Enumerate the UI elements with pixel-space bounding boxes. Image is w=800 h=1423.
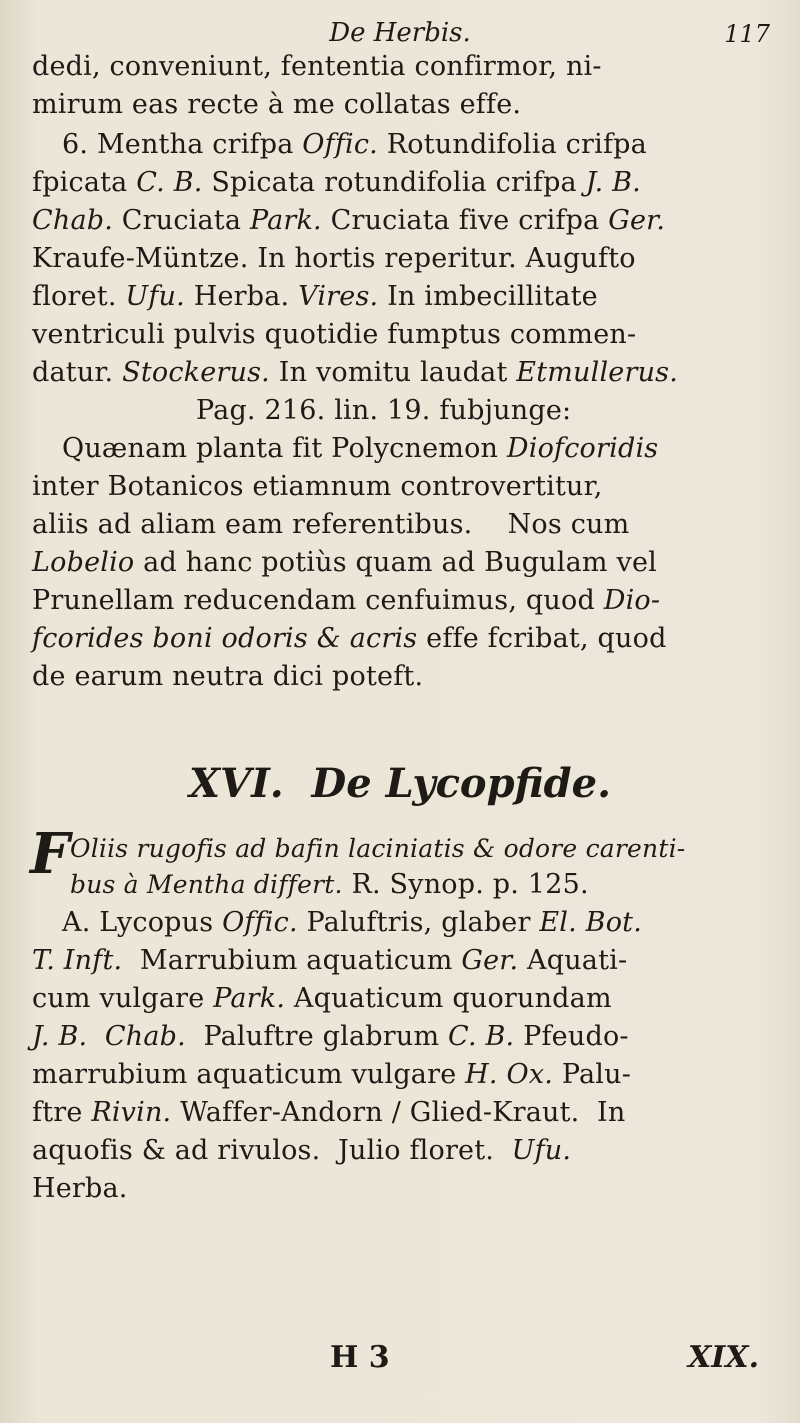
text-line: datur. Stockerus. In vomitu laudat Etmullerus. bbox=[32, 357, 679, 388]
text-line: Kraufe-Müntze. In hortis reperitur. Augufto bbox=[32, 243, 636, 274]
text-line: Quænam planta fit Polycnemon Diofcoridis bbox=[62, 433, 659, 464]
text-line: bus à Mentha differt. R. Synop. p. 125. bbox=[70, 869, 589, 900]
page-footer bbox=[0, 1340, 800, 1380]
text-line: 6. Mentha crifpa Offic. Rotundifolia crifpa bbox=[62, 129, 647, 160]
text-line: Lobelio ad hanc potiùs quam ad Bugulam vel bbox=[32, 547, 657, 578]
text-line: ventriculi pulvis quotidie fumptus commen- bbox=[32, 319, 637, 350]
text-line: mirum eas recte à me collatas effe. bbox=[32, 89, 522, 120]
text-line: inter Botanicos etiamnum controvertitur, bbox=[32, 471, 603, 502]
text-line: J. B. Chab. Paluftre glabrum C. B. Pfeudo- bbox=[32, 1021, 629, 1052]
text-line: ftre Rivin. Waffer-Andorn / Glied-Kraut. In bbox=[32, 1097, 626, 1128]
page-header bbox=[0, 14, 800, 54]
text-line: marrubium aquaticum vulgare H. Ox. Palu- bbox=[32, 1059, 632, 1090]
section-heading: XVI. De Lycopfide. bbox=[189, 760, 611, 807]
text-line: aquofis & ad rivulos. Julio floret. Ufu. bbox=[32, 1135, 572, 1166]
text-line: Chab. Cruciata Park. Cruciata five crifpa Ger. bbox=[32, 205, 666, 236]
text-line: de earum neutra dici poteft. bbox=[32, 661, 424, 692]
text-line: cum vulgare Park. Aquaticum quorundam bbox=[32, 983, 612, 1014]
page-number: 117 bbox=[724, 20, 770, 48]
text-line: aliis ad aliam eam referentibus. Nos cum bbox=[32, 509, 630, 540]
text-line: Pag. 216. lin. 19. fubjunge: bbox=[196, 395, 572, 426]
running-title: De Herbis. bbox=[329, 18, 471, 48]
text-line: Oliis rugofis ad bafin laciniatis & odore carenti- bbox=[70, 834, 686, 863]
signature-mark: H 3 bbox=[330, 1340, 390, 1375]
text-line: fpicata C. B. Spicata rotundifolia crifpa J. B. bbox=[32, 167, 641, 198]
text-line: dedi, conveniunt, fententia confirmor, ni- bbox=[32, 51, 602, 82]
text-line: Herba. bbox=[32, 1173, 128, 1204]
drop-cap: F bbox=[30, 821, 70, 887]
text-line: A. Lycopus Offic. Paluftris, glaber El. Bot. bbox=[62, 907, 643, 938]
text-line: Prunellam reducendam cenfuimus, quod Dio- bbox=[32, 585, 661, 616]
text-line: fcorides boni odoris & acris effe fcribat, quod bbox=[32, 623, 667, 654]
text-line: T. Inft. Marrubium aquaticum Ger. Aquati- bbox=[32, 945, 628, 976]
text-line: floret. Ufu. Herba. Vires. In imbecillitate bbox=[32, 281, 598, 312]
catchword: XIX. bbox=[688, 1340, 760, 1375]
